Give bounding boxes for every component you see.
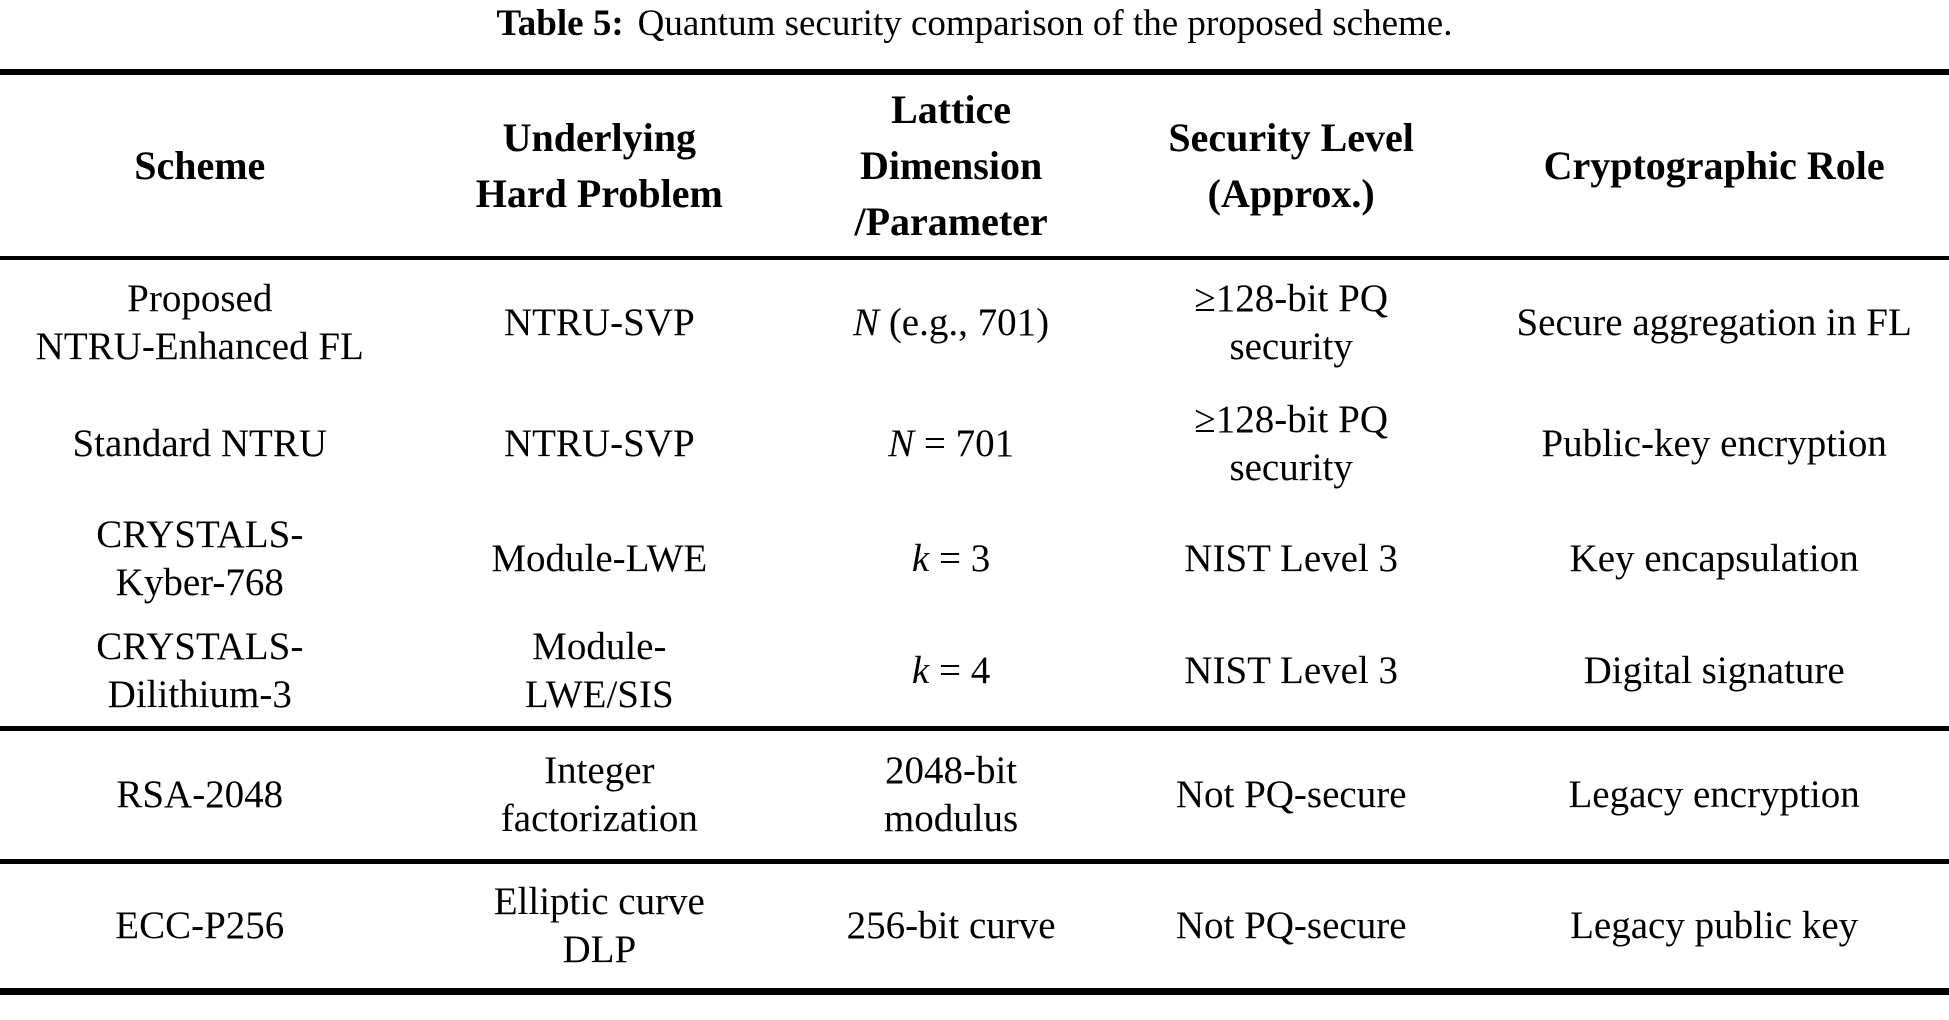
header-line: Underlying — [502, 114, 696, 160]
cell-line — [1479, 299, 1949, 347]
table-cell — [0, 258, 400, 386]
table-cell — [1479, 616, 1949, 728]
table-row — [0, 861, 1949, 991]
cell-line — [0, 671, 400, 719]
table-cell — [1103, 501, 1479, 616]
table-row — [0, 728, 1949, 861]
header-line: /Parameter — [854, 198, 1048, 244]
cell-line — [0, 623, 400, 671]
header-line: Cryptographic Role — [1543, 142, 1885, 188]
cell-line — [0, 771, 400, 819]
table-cell — [0, 861, 400, 991]
table-cell — [799, 501, 1103, 616]
cell-line — [0, 323, 400, 371]
cell-line — [0, 420, 400, 468]
cell-text: Module-LWE — [491, 536, 708, 580]
cell-line — [0, 559, 400, 607]
cell-line — [0, 275, 400, 323]
cell-text: Elliptic curve — [493, 879, 705, 923]
cell-line — [799, 647, 1103, 695]
header-line: Scheme — [134, 142, 266, 188]
cell-text: Module- — [532, 624, 667, 668]
table-cell — [400, 728, 800, 861]
cell-text: CRYSTALS- — [96, 624, 304, 668]
cell-line — [400, 671, 800, 719]
table-cell — [1103, 258, 1479, 386]
table-cell — [400, 616, 800, 728]
header-line: Hard Problem — [475, 170, 723, 216]
cell-line — [1103, 535, 1479, 583]
table-cell — [799, 861, 1103, 991]
table-cell — [400, 501, 800, 616]
table-cell — [1103, 386, 1479, 501]
cell-text: RSA-2048 — [116, 772, 284, 816]
cell-line — [1103, 902, 1479, 950]
cell-text: NTRU-SVP — [503, 421, 695, 465]
cell-text: Proposed — [127, 277, 273, 320]
cell-text: Secure aggregation in FL — [1516, 301, 1912, 344]
table-row — [0, 386, 1949, 501]
math-variable: N — [888, 421, 915, 465]
math-variable: N — [853, 301, 880, 344]
table-cell — [1479, 258, 1949, 386]
cell-text: 256-bit curve — [846, 903, 1056, 947]
cell-line — [1103, 323, 1479, 371]
cell-text: (e.g., 701) — [879, 301, 1050, 344]
cell-text: = 3 — [929, 536, 991, 580]
cell-line — [400, 420, 800, 468]
table-cell — [1103, 728, 1479, 861]
cell-text: Dilithium-3 — [107, 672, 292, 716]
cell-line — [1103, 647, 1479, 695]
cell-text: NTRU-Enhanced FL — [35, 325, 364, 368]
cell-text: NTRU-SVP — [503, 301, 695, 344]
table-cell — [1479, 501, 1949, 616]
table-cell — [799, 386, 1103, 501]
math-variable: k — [911, 536, 930, 580]
cell-line — [400, 535, 800, 583]
cell-text: ≥128-bit PQ — [1194, 397, 1388, 441]
table-cell — [0, 728, 400, 861]
cell-text: security — [1229, 325, 1353, 368]
table-caption — [0, 0, 1949, 46]
table-cell — [400, 861, 800, 991]
cell-text: DLP — [562, 927, 637, 971]
cell-line — [799, 299, 1103, 347]
table-cell — [0, 386, 400, 501]
cell-text: Not PQ-secure — [1175, 772, 1407, 816]
cell-text: Digital signature — [1583, 648, 1845, 692]
header-line: Security Level — [1168, 114, 1414, 160]
cell-line — [799, 795, 1103, 843]
column-header — [799, 72, 1103, 258]
column-header — [400, 72, 800, 258]
math-variable: k — [911, 648, 930, 692]
cell-line — [799, 902, 1103, 950]
cell-text: Public-key encryption — [1541, 421, 1887, 465]
table-cell — [1103, 616, 1479, 728]
cell-line — [1479, 771, 1949, 819]
table-cell — [400, 386, 800, 501]
table-row — [0, 616, 1949, 728]
table-cell — [799, 258, 1103, 386]
cell-line — [400, 926, 800, 974]
table-row — [0, 501, 1949, 616]
column-header — [1103, 72, 1479, 258]
column-header — [0, 72, 400, 258]
cell-line — [799, 535, 1103, 583]
table-cell — [0, 501, 400, 616]
cell-text: Kyber-768 — [115, 560, 284, 604]
cell-line — [1479, 420, 1949, 468]
cell-line — [799, 420, 1103, 468]
quantum-security-comparison-table — [0, 69, 1949, 995]
table-cell — [400, 258, 800, 386]
table-caption-label: Table 5: — [496, 3, 624, 44]
cell-line — [799, 747, 1103, 795]
cell-text: ECC-P256 — [115, 903, 285, 947]
cell-line — [1479, 902, 1949, 950]
cell-text: Legacy encryption — [1568, 772, 1860, 816]
cell-text: = 4 — [929, 648, 991, 692]
table-cell — [1479, 386, 1949, 501]
cell-line — [1103, 275, 1479, 323]
cell-text: 2048-bit — [884, 748, 1018, 792]
cell-line — [400, 299, 800, 347]
header-line: Lattice — [891, 86, 1012, 132]
table-cell — [799, 728, 1103, 861]
header-line: Dimension — [859, 142, 1043, 188]
cell-line — [400, 795, 800, 843]
cell-text: LWE/SIS — [524, 672, 674, 716]
cell-text: Standard NTRU — [72, 421, 328, 465]
cell-line — [400, 623, 800, 671]
cell-line — [400, 878, 800, 926]
cell-line — [1479, 535, 1949, 583]
table-cell — [799, 616, 1103, 728]
cell-text: Not PQ-secure — [1175, 903, 1407, 947]
cell-line — [1103, 396, 1479, 444]
header-row — [0, 72, 1949, 258]
cell-text: Key encapsulation — [1569, 536, 1859, 580]
cell-text: ≥128-bit PQ — [1194, 277, 1388, 320]
cell-text: CRYSTALS- — [96, 512, 304, 556]
cell-text: modulus — [883, 796, 1019, 840]
cell-text: NIST Level 3 — [1184, 536, 1399, 580]
table-cell — [0, 616, 400, 728]
cell-text: Integer — [544, 748, 655, 792]
cell-line — [1479, 647, 1949, 695]
column-header — [1479, 72, 1949, 258]
table-body — [0, 258, 1949, 991]
header-line: (Approx.) — [1207, 170, 1375, 216]
cell-line — [400, 747, 800, 795]
cell-line — [1103, 444, 1479, 492]
table-row — [0, 258, 1949, 386]
table-caption-text: Quantum security comparison of the proposed scheme. — [637, 3, 1453, 44]
cell-line — [1103, 771, 1479, 819]
table-cell — [1479, 861, 1949, 991]
cell-line — [0, 902, 400, 950]
cell-text: = 701 — [914, 421, 1015, 465]
cell-text: Legacy public key — [1570, 903, 1859, 947]
cell-text: NIST Level 3 — [1184, 648, 1399, 692]
table-cell — [1479, 728, 1949, 861]
cell-text: security — [1229, 445, 1353, 489]
cell-text: factorization — [500, 796, 698, 840]
table-cell — [1103, 861, 1479, 991]
table-header — [0, 72, 1949, 258]
cell-line — [0, 511, 400, 559]
